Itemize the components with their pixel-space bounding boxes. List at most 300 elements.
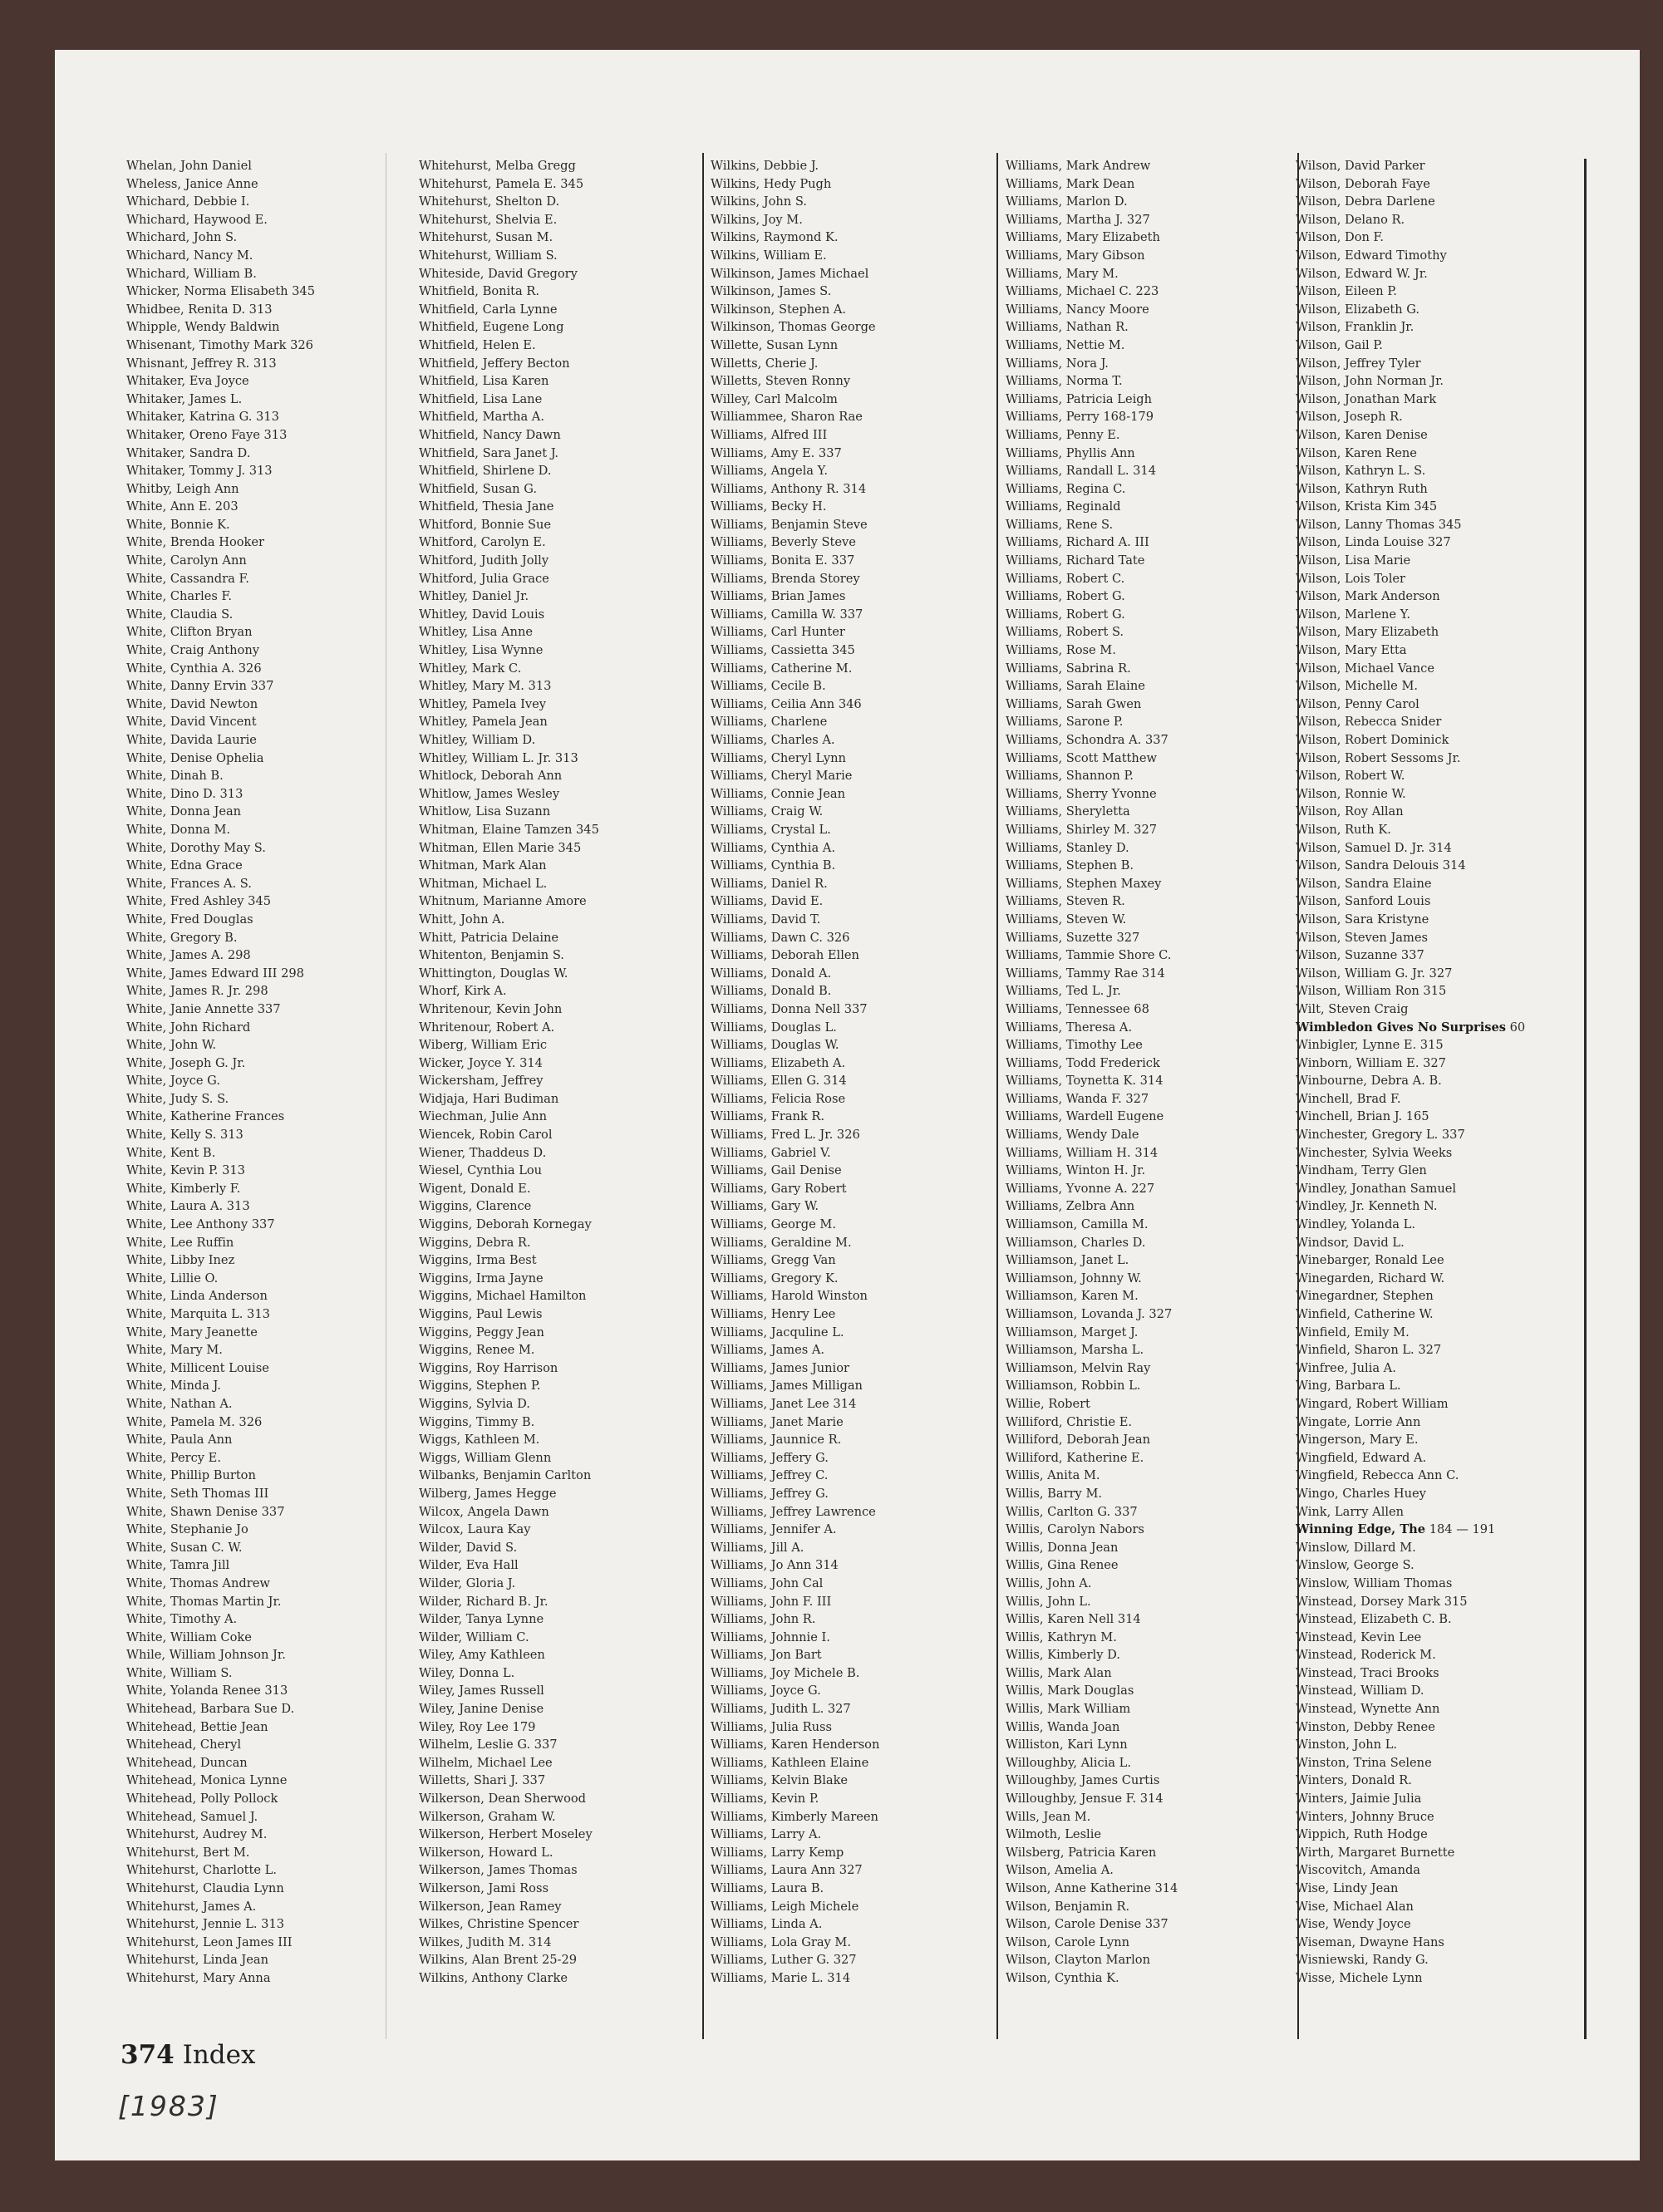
index-entry: Williams, Daniel R.	[711, 876, 828, 891]
index-entry: Williams, Randall L. 314	[1006, 464, 1156, 479]
index-entry: Williams, Nora J.	[1006, 356, 1109, 371]
index-entry: Williams, Joy Michele B.	[711, 1665, 860, 1680]
index-entry: White, Minda J.	[126, 1379, 221, 1394]
index-entry: Williams, Laura Ann 327	[711, 1863, 863, 1878]
index-entry: Wimbledon Gives No Surprises 60	[1296, 1020, 1526, 1035]
index-entry: White, Tamra Jill	[126, 1558, 230, 1573]
index-entry: Wilmoth, Leslie	[1006, 1827, 1102, 1842]
index-entry: Whorf, Kirk A.	[419, 984, 507, 999]
index-entry: Williams, Norma T.	[1006, 374, 1123, 389]
page-footer	[121, 2040, 255, 2070]
index-entry: Whitt, John A.	[419, 912, 505, 927]
index-entry: Williams, Marlon D.	[1006, 194, 1128, 209]
index-entry: Williams, Richard A. III	[1006, 535, 1149, 550]
index-entry: Wilson, Gail P.	[1296, 337, 1383, 352]
index-entry: White, Dino D. 313	[126, 786, 244, 801]
index-entry: Whitehurst, Claudia Lynn	[126, 1881, 284, 1895]
index-entry: White, Kent B.	[126, 1145, 216, 1160]
index-entry: Winters, Johnny Bruce	[1296, 1809, 1434, 1824]
index-entry: Williams, Julia Russ	[711, 1719, 833, 1734]
index-entry: Whitby, Leigh Ann	[126, 481, 239, 496]
index-entry: Williford, Christie E.	[1006, 1414, 1132, 1429]
index-entry: White, James Edward III 298	[126, 966, 304, 981]
index-entry: Winslow, Dillard M.	[1296, 1540, 1416, 1555]
index-entry: White, Thomas Martin Jr.	[126, 1594, 282, 1609]
index-entry: White, Yolanda Renee 313	[126, 1684, 288, 1698]
index-entry: Whitehead, Polly Pollock	[126, 1792, 278, 1806]
index-entry: Winebarger, Ronald Lee	[1296, 1253, 1444, 1268]
index-entry: Whittington, Douglas W.	[419, 966, 568, 981]
index-entry: Whitman, Mark Alan	[419, 858, 547, 873]
index-column-2	[419, 157, 599, 1988]
index-entry: Wilson, Rebecca Snider	[1296, 715, 1442, 730]
index-entry: Wilkerson, Howard L.	[419, 1845, 554, 1860]
index-entry: Whitfield, Eugene Long	[419, 320, 564, 335]
index-entry: Wiggins, Clarence	[419, 1199, 532, 1214]
index-entry: Williamson, Camilla M.	[1006, 1217, 1149, 1232]
index-entry: White, Davida Laurie	[126, 733, 257, 747]
index-entry: Wilbanks, Benjamin Carlton	[419, 1468, 592, 1483]
index-entry: White, Donna Jean	[126, 804, 242, 819]
index-entry: Wilkins, William E.	[711, 248, 827, 263]
index-entry: Wilkins, Anthony Clarke	[419, 1970, 568, 1985]
index-entry: Williams, Tammy Rae 314	[1006, 966, 1165, 981]
index-entry: Williams, Mary Gibson	[1006, 248, 1145, 263]
index-entry: While, William Johnson Jr.	[126, 1648, 286, 1663]
index-entry: Wiggins, Sylvia D.	[419, 1396, 530, 1411]
index-entry: Williams, Kimberly Mareen	[711, 1809, 878, 1824]
index-entry: Wilson, Joseph R.	[1296, 410, 1403, 425]
index-entry: Windham, Terry Glen	[1296, 1163, 1427, 1178]
index-entry: Williams, Stanley D.	[1006, 840, 1129, 855]
index-entry: White, David Newton	[126, 696, 258, 711]
index-entry: Williams, Sarone P.	[1006, 715, 1124, 730]
index-entry: Wilson, Lanny Thomas 345	[1296, 517, 1462, 532]
index-entry: Windsor, David L.	[1296, 1235, 1405, 1250]
index-entry: Williams, Charles A.	[711, 733, 835, 747]
index-entry: Williams, Kathleen Elaine	[711, 1755, 869, 1770]
index-entry: Williams, Mary M.	[1006, 266, 1119, 281]
index-entry: Williams, Patricia Leigh	[1006, 391, 1153, 406]
index-entry: White, Carolyn Ann	[126, 553, 247, 568]
index-entry: Whelan, John Daniel	[126, 159, 252, 173]
index-entry: White, Frances A. S.	[126, 876, 252, 891]
index-entry: Williams, Gary Robert	[711, 1181, 847, 1196]
index-entry: Whitley, William L. Jr. 313	[419, 750, 578, 765]
index-entry: Whitlow, James Wesley	[419, 786, 560, 801]
index-entry: Williams, Angela Y.	[711, 464, 829, 479]
index-entry: Wilkerson, Jean Ramey	[419, 1899, 562, 1914]
index-entry: Williams, Steven W.	[1006, 912, 1127, 927]
index-entry: White, William Coke	[126, 1630, 252, 1644]
index-entry: Whitaker, James L.	[126, 391, 243, 406]
index-entry: Williams, Donald B.	[711, 984, 832, 999]
index-entry: Williamson, Robbin L.	[1006, 1379, 1141, 1394]
index-entry: Whitley, Lisa Wynne	[419, 643, 544, 658]
index-entry: Wiggins, Paul Lewis	[419, 1307, 543, 1321]
index-entry: Williams, Craig W.	[711, 804, 824, 819]
index-entry: Wingate, Lorrie Ann	[1296, 1414, 1421, 1429]
index-entry: Whitehead, Bettie Jean	[126, 1719, 268, 1734]
index-entry: Williams, Gail Denise	[711, 1163, 842, 1178]
index-entry: Williams, Mark Dean	[1006, 176, 1135, 191]
index-entry: White, Libby Inez	[126, 1253, 235, 1268]
index-entry: Wilson, Eileen P.	[1296, 284, 1397, 299]
index-entry: Whitt, Patricia Delaine	[419, 930, 559, 945]
index-entry: Williamson, Charles D.	[1006, 1235, 1146, 1250]
index-entry: Whitehurst, Melba Gregg	[419, 159, 576, 173]
index-entry: Wiggins, Michael Hamilton	[419, 1289, 587, 1304]
index-entry: Williamson, Lovanda J. 327	[1006, 1307, 1173, 1321]
index-entry: Wilson, Elizabeth G.	[1296, 302, 1420, 317]
index-entry: White, Paula Ann	[126, 1433, 233, 1448]
index-entry: Whitman, Michael L.	[419, 876, 548, 891]
index-entry: Williams, Jeffery G.	[711, 1450, 829, 1465]
index-entry: Whitford, Bonnie Sue	[419, 517, 551, 532]
index-entry: Wise, Lindy Jean	[1296, 1881, 1399, 1895]
index-entry: Williams, Shirley M. 327	[1006, 822, 1158, 837]
index-entry: Willoughby, James Curtis	[1006, 1773, 1160, 1788]
index-entry: Williams, Cynthia A.	[711, 840, 835, 855]
index-entry: Whitfield, Carla Lynne	[419, 302, 558, 317]
index-entry: Williams, William H. 314	[1006, 1145, 1159, 1160]
index-entry: Williams, Martha J. 327	[1006, 212, 1150, 227]
index-entry: Wilder, William C.	[419, 1630, 529, 1644]
index-entry: Wilkins, Joy M.	[711, 212, 803, 227]
index-entry: Williams, Gabriel V.	[711, 1145, 831, 1160]
index-entry: Winstead, William D.	[1296, 1684, 1424, 1698]
index-entry: Williford, Katherine E.	[1006, 1450, 1144, 1465]
index-entry: White, Cassandra F.	[126, 571, 249, 586]
index-entry: Willis, Wanda Joan	[1006, 1719, 1120, 1734]
index-entry: Williams, Zelbra Ann	[1006, 1199, 1135, 1214]
index-entry: Whitehurst, James A.	[126, 1899, 257, 1914]
index-entry: Williams, Jon Bart	[711, 1648, 822, 1663]
index-entry: Wilson, Anne Katherine 314	[1006, 1881, 1178, 1895]
index-entry: White, Brenda Hooker	[126, 535, 265, 550]
index-entry: Williams, Cassietta 345	[711, 643, 855, 658]
index-entry: White, Nathan A.	[126, 1396, 233, 1411]
index-entry: Willis, Mark William	[1006, 1702, 1131, 1717]
index-entry: Whitley, Daniel Jr.	[419, 589, 529, 604]
index-entry: White, Donna M.	[126, 822, 231, 837]
index-entry: Whitehurst, Leon James III	[126, 1934, 293, 1949]
index-entry: Willey, Carl Malcolm	[711, 391, 838, 406]
index-entry: Williams, Jennifer A.	[711, 1522, 837, 1537]
index-entry: White, Danny Ervin 337	[126, 679, 274, 694]
index-entry: Wilson, Michelle M.	[1296, 679, 1419, 694]
index-entry: Williams, Tammie Shore C.	[1006, 948, 1172, 963]
index-entry: White, Joyce G.	[126, 1074, 220, 1089]
index-entry: White, Claudia S.	[126, 607, 234, 622]
index-entry: Wilson, Robert Sessoms Jr.	[1296, 750, 1461, 765]
index-entry: Williams, Wendy Dale	[1006, 1128, 1139, 1143]
index-entry: Wiggins, Stephen P.	[419, 1379, 541, 1394]
index-entry: Wiggins, Irma Best	[419, 1253, 537, 1268]
index-entry: White, Edna Grace	[126, 858, 243, 873]
index-entry: Winstead, Elizabeth C. B.	[1296, 1612, 1452, 1627]
index-entry: Winning Edge, The 184 — 191	[1296, 1522, 1496, 1537]
index-entry: White, John W.	[126, 1038, 217, 1053]
index-entry: Williams, Deborah Ellen	[711, 948, 859, 963]
index-entry: Williams, Benjamin Steve	[711, 517, 868, 532]
index-entry: Whitehurst, Shelvia E.	[419, 212, 558, 227]
index-entry: White, Lillie O.	[126, 1271, 219, 1285]
index-entry: Willis, John A.	[1006, 1575, 1092, 1590]
index-entry: Wicker, Joyce Y. 314	[419, 1055, 543, 1070]
index-entry: Wilson, Lois Toler	[1296, 571, 1405, 586]
index-entry: White, William S.	[126, 1665, 233, 1680]
index-entry: Williams, Reginald	[1006, 499, 1121, 514]
column-rule-right	[1584, 159, 1587, 2039]
index-entry: Whichard, Nancy M.	[126, 248, 253, 263]
index-entry: Wilson, David Parker	[1296, 159, 1425, 173]
index-entry: Wiley, Donna L.	[419, 1665, 515, 1680]
index-page	[55, 50, 1640, 2160]
index-entry: Wiener, Thaddeus D.	[419, 1145, 547, 1160]
index-entry: Winchester, Sylvia Weeks	[1296, 1145, 1453, 1160]
index-entry: Winstead, Roderick M.	[1296, 1648, 1436, 1663]
index-entry: Wilson, Franklin Jr.	[1296, 320, 1415, 335]
index-entry: White, Timothy A.	[126, 1612, 238, 1627]
section-title: Index	[182, 2040, 256, 2070]
index-entry: Willoughby, Alicia L.	[1006, 1755, 1131, 1770]
page-number: 374	[121, 2040, 175, 2070]
index-entry: White, Charles F.	[126, 589, 233, 604]
index-entry: Williams, Sarah Elaine	[1006, 679, 1145, 694]
index-entry: Whicker, Norma Elisabeth 345	[126, 284, 315, 299]
index-entry: Williams, Gary W.	[711, 1199, 819, 1214]
index-entry: Wilson, Marlene Y.	[1296, 607, 1411, 622]
index-entry: Williams, Toynetta K. 314	[1006, 1074, 1164, 1089]
index-entry: Williams, Larry Kemp	[711, 1845, 844, 1860]
index-entry: Wilson, Carole Lynn	[1006, 1934, 1130, 1949]
index-entry: Whitenton, Benjamin S.	[419, 948, 564, 963]
index-entry: Whitehurst, Linda Jean	[126, 1953, 268, 1968]
index-entry: Wilson, Michael Vance	[1296, 661, 1434, 676]
index-entry: Williams, Phyllis Ann	[1006, 445, 1135, 460]
index-entry: Williams, Cheryl Lynn	[711, 750, 846, 765]
index-entry: Whitehurst, William S.	[419, 248, 558, 263]
index-entry: Wilson, Steven James	[1296, 930, 1428, 945]
index-entry: Wilson, Mark Anderson	[1296, 589, 1440, 604]
index-entry: Williams, Becky H.	[711, 499, 827, 514]
index-entry: Whitfield, Nancy Dawn	[419, 427, 561, 442]
index-entry: Wingo, Charles Huey	[1296, 1486, 1426, 1501]
index-entry: White, Susan C. W.	[126, 1540, 243, 1555]
index-entry: Wilson, Don F.	[1296, 230, 1385, 245]
index-entry: Wilkins, Debbie J.	[711, 159, 819, 173]
index-entry: Whitfield, Lisa Karen	[419, 374, 549, 389]
index-entry: White, Thomas Andrew	[126, 1575, 270, 1590]
index-entry: White, James A. 298	[126, 948, 251, 963]
index-entry: Williams, Winton H. Jr.	[1006, 1163, 1146, 1178]
index-entry: Williams, Robert G.	[1006, 607, 1125, 622]
index-entry: Williams, Brian James	[711, 589, 846, 604]
index-entry: Wilson, Debra Darlene	[1296, 194, 1435, 209]
index-entry: Willetts, Cherie J.	[711, 356, 819, 371]
index-entry: Wilkinson, James S.	[711, 284, 832, 299]
index-entry: Wisse, Michele Lynn	[1296, 1970, 1423, 1985]
index-entry: Whitfield, Thesia Jane	[419, 499, 554, 514]
index-entry: Windley, Jonathan Samuel	[1296, 1181, 1457, 1196]
index-entry: Williamson, Marget J.	[1006, 1325, 1139, 1339]
index-entry: Williams, Johnnie I.	[711, 1630, 830, 1644]
index-entry: Wiggins, Peggy Jean	[419, 1325, 544, 1339]
index-entry: White, Marquita L. 313	[126, 1307, 270, 1321]
handwritten-year-annotation: [1983]	[118, 2090, 219, 2122]
index-entry: Winbourne, Debra A. B.	[1296, 1074, 1442, 1089]
index-entry: Whidbee, Renita D. 313	[126, 302, 273, 317]
index-entry: Williams, Laura B.	[711, 1881, 824, 1895]
index-entry: Wills, Jean M.	[1006, 1809, 1091, 1824]
index-entry: Whitley, Pamela Jean	[419, 715, 548, 730]
index-entry: Wilcox, Laura Kay	[419, 1522, 531, 1537]
index-entry: Williams, Donna Nell 337	[711, 1001, 868, 1016]
index-entry: Wilson, Deborah Faye	[1296, 176, 1430, 191]
index-entry: Whitford, Judith Jolly	[419, 553, 549, 568]
index-entry: Willis, Gina Renee	[1006, 1558, 1119, 1573]
index-entry: Wiencek, Robin Carol	[419, 1128, 553, 1143]
index-entry: Williams, Henry Lee	[711, 1307, 836, 1321]
index-entry: Wiggins, Roy Harrison	[419, 1360, 558, 1375]
index-entry: Wirth, Margaret Burnette	[1296, 1845, 1455, 1860]
index-entry: Winfield, Catherine W.	[1296, 1307, 1434, 1321]
index-entry: White, Kelly S. 313	[126, 1128, 244, 1143]
index-entry: Whitehead, Samuel J.	[126, 1809, 258, 1824]
index-entry: Wilson, Benjamin R.	[1006, 1899, 1130, 1914]
index-entry: Wingard, Robert William	[1296, 1396, 1449, 1411]
index-entry: Williams, Ted L. Jr.	[1006, 984, 1121, 999]
index-entry: Whitfield, Martha A.	[419, 410, 544, 425]
index-entry: Willis, Barry M.	[1006, 1486, 1103, 1501]
index-entry: Wilt, Steven Craig	[1296, 1001, 1409, 1016]
index-entry: Willis, John L.	[1006, 1594, 1091, 1609]
index-entry: Winfree, Julia A.	[1296, 1360, 1396, 1375]
index-entry: Williams, Wardell Eugene	[1006, 1109, 1164, 1124]
index-entry: Whitehurst, Charlotte L.	[126, 1863, 278, 1878]
index-entry: Wilkins, Hedy Pugh	[711, 176, 832, 191]
index-entry: Williams, Leigh Michele	[711, 1899, 859, 1914]
index-entry: Williams, Jeffrey G.	[711, 1486, 829, 1501]
index-entry: Wilson, Lisa Marie	[1296, 553, 1411, 568]
index-entry: Willie, Robert	[1006, 1396, 1090, 1411]
index-entry: White, Millicent Louise	[126, 1360, 269, 1375]
index-entry: Whitaker, Oreno Faye 313	[126, 427, 288, 442]
index-entry: Williams, Scott Matthew	[1006, 750, 1157, 765]
index-entry: Wilson, Jeffrey Tyler	[1296, 356, 1421, 371]
index-entry: Wilkerson, James Thomas	[419, 1863, 578, 1878]
index-entry: Williams, Cynthia B.	[711, 858, 836, 873]
index-entry: Whitfield, Helen E.	[419, 337, 536, 352]
index-entry: White, Kimberly F.	[126, 1181, 241, 1196]
index-entry: Williams, Luther G. 327	[711, 1953, 857, 1968]
index-entry: Williams, Sabrina R.	[1006, 661, 1131, 676]
index-entry: White, Clifton Bryan	[126, 625, 253, 640]
index-entry: Wiberg, William Eric	[419, 1038, 548, 1053]
index-entry: Williamson, Johnny W.	[1006, 1271, 1142, 1285]
index-entry: Whitehurst, Jennie L. 313	[126, 1917, 285, 1932]
index-entry: Winters, Jaimie Julia	[1296, 1792, 1422, 1806]
index-entry: White, Percy E.	[126, 1450, 221, 1465]
index-entry: Whitley, Pamela Ivey	[419, 696, 547, 711]
index-entry: Wilson, Edward W. Jr.	[1296, 266, 1428, 281]
index-entry: Wilson, Sara Kristyne	[1296, 912, 1429, 927]
index-entry: Willis, Carlton G. 337	[1006, 1504, 1138, 1519]
index-entry: Wiley, Amy Kathleen	[419, 1648, 545, 1663]
index-entry: Wilson, Jonathan Mark	[1296, 391, 1437, 406]
index-entry: Whitehurst, Pamela E. 345	[419, 176, 584, 191]
index-entry: Wilson, Kathryn L. S.	[1296, 464, 1426, 479]
index-entry: Williams, Ellen G. 314	[711, 1074, 847, 1089]
index-entry: Williams, Harold Winston	[711, 1289, 868, 1304]
index-entry: Wheless, Janice Anne	[126, 176, 258, 191]
index-entry: Whitehead, Cheryl	[126, 1738, 242, 1752]
index-entry: Wilkerson, Herbert Moseley	[419, 1827, 593, 1842]
index-entry: Williams, James A.	[711, 1343, 825, 1358]
index-entry: Wilson, Samuel D. Jr. 314	[1296, 840, 1452, 855]
index-entry: Wilson, Krista Kim 345	[1296, 499, 1438, 514]
index-entry: Whitehurst, Mary Anna	[126, 1970, 271, 1985]
index-entry: Williams, Cheryl Marie	[711, 769, 853, 784]
index-entry: Wilkins, Alan Brent 25-29	[419, 1953, 578, 1968]
index-entry: Whisnant, Jeffrey R. 313	[126, 356, 277, 371]
index-entry: White, Lee Ruffin	[126, 1235, 234, 1250]
index-entry: Williams, Perry 168-179	[1006, 410, 1154, 425]
index-entry: Willoughby, Jensue F. 314	[1006, 1792, 1164, 1806]
index-entry: Winchell, Brad F.	[1296, 1091, 1401, 1106]
index-entry: Winegarden, Richard W.	[1296, 1271, 1445, 1285]
index-entry: Winters, Donald R.	[1296, 1773, 1412, 1788]
index-entry: Williams, Anthony R. 314	[711, 481, 867, 496]
index-entry: White, John Richard	[126, 1020, 251, 1035]
index-entry: Williams, James Junior	[711, 1360, 849, 1375]
index-entry: White, Gregory B.	[126, 930, 238, 945]
index-entry: Williams, Gregory K.	[711, 1271, 839, 1285]
index-entry: Williams, George M.	[711, 1217, 836, 1232]
index-entry: Williams, Fred L. Jr. 326	[711, 1128, 860, 1143]
index-entry: White, Bonnie K.	[126, 517, 230, 532]
index-entry: Winchester, Gregory L. 337	[1296, 1128, 1465, 1143]
index-entry: Williams, Regina C.	[1006, 481, 1126, 496]
index-entry: Wilson, Robert W.	[1296, 769, 1405, 784]
index-entry: White, Stephanie Jo	[126, 1522, 248, 1537]
index-entry: White, Dinah B.	[126, 769, 224, 784]
index-entry: Williams, Kelvin Blake	[711, 1773, 849, 1788]
index-entry: Williams, Robert G.	[1006, 589, 1125, 604]
column-rule	[996, 153, 998, 2039]
index-entry: Williams, Janet Marie	[711, 1414, 844, 1429]
index-entry: Wilkins, John S.	[711, 194, 807, 209]
index-entry: Wilson, Mary Etta	[1296, 643, 1407, 658]
index-entry: Williams, Elizabeth A.	[711, 1055, 846, 1070]
index-entry: Wingfield, Edward A.	[1296, 1450, 1427, 1465]
index-entry: Winston, Trina Selene	[1296, 1755, 1432, 1770]
index-entry: Winegardner, Stephen	[1296, 1289, 1434, 1304]
index-entry: Winstead, Kevin Lee	[1296, 1630, 1422, 1644]
index-entry: Williams, Nancy Moore	[1006, 302, 1149, 317]
index-entry: Winslow, William Thomas	[1296, 1575, 1453, 1590]
index-entry: Williams, Larry A.	[711, 1827, 822, 1842]
index-entry: Wilson, Carole Denise 337	[1006, 1917, 1169, 1932]
index-entry: Williams, Camilla W. 337	[711, 607, 863, 622]
index-entry: Wiesel, Cynthia Lou	[419, 1163, 543, 1178]
index-entry: Wilkinson, James Michael	[711, 266, 869, 281]
index-entry: Williams, John F. III	[711, 1594, 832, 1609]
index-entry: Wilson, Robert Dominick	[1296, 733, 1449, 747]
index-entry: Whitley, Lisa Anne	[419, 625, 533, 640]
index-entry: Williams, Sherry Yvonne	[1006, 786, 1157, 801]
